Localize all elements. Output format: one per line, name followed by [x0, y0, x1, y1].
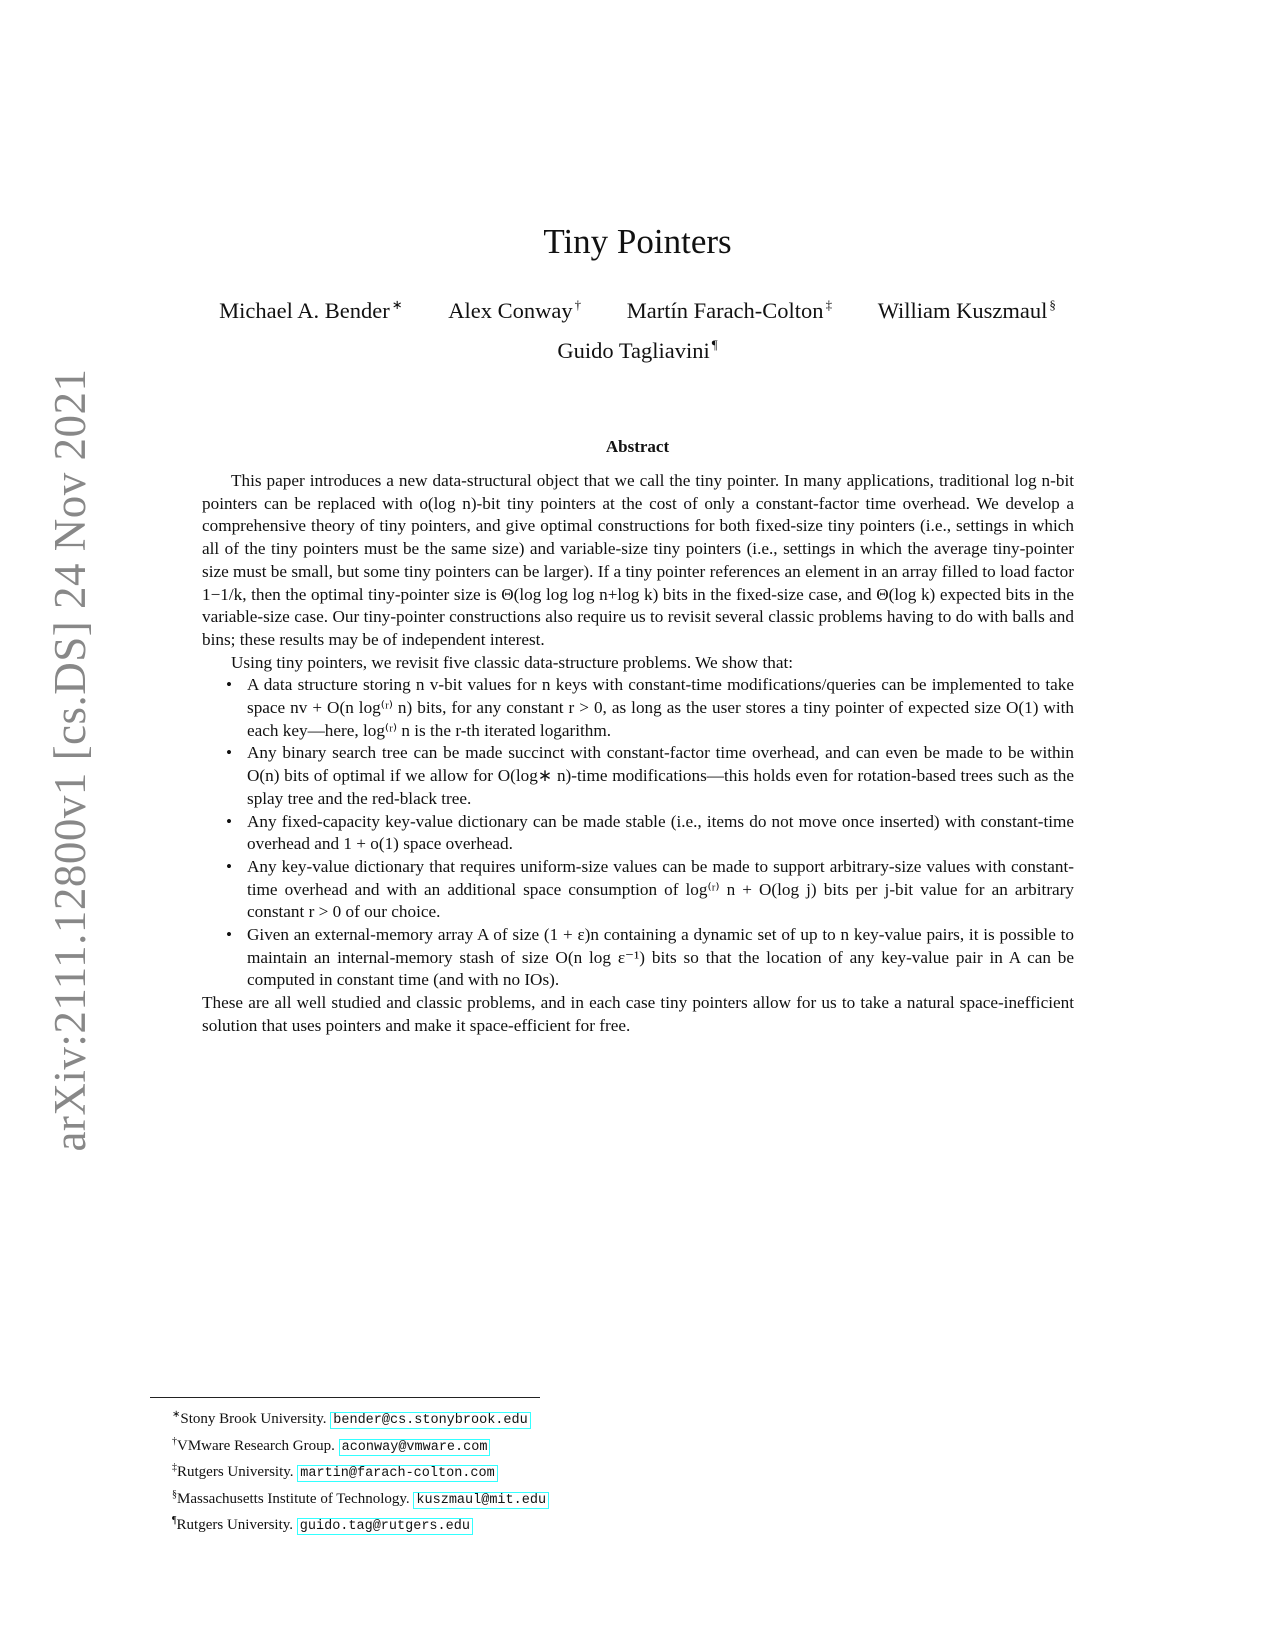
author-footnote-mark[interactable]: † — [574, 297, 582, 312]
abstract-paragraph: Using tiny pointers, we revisit five classic data-structure problems. We show that: — [231, 652, 794, 672]
footnote-divider — [150, 1397, 540, 1398]
footnote — [172, 1405, 872, 1432]
author-footnote-mark[interactable]: § — [1049, 297, 1056, 312]
results-list — [202, 674, 1074, 992]
author-bender — [219, 297, 402, 324]
email-link[interactable]: guido.tag@rutgers.edu — [297, 1518, 473, 1535]
abstract-closing: These are all well studied and classic problems, and in each case tiny pointers allow for us to take a natural space-inefficient solution that uses pointers and make it space-efficient for free. — [202, 993, 1074, 1035]
footnote-mark: † — [172, 1435, 177, 1447]
author-name: Martín Farach-Colton — [626, 298, 824, 323]
abstract-paragraph: This paper introduces a new data-structural object that we call the tiny pointer. In many applications, traditional log n-bit pointers can be replaced with o(log n)-bit tiny pointers at the cost of only a constant-factor time overhead. We develop a comprehensive theory of tiny pointers, and give optimal constructions for both fixed-size tiny pointers (i.e., settings in which all of the tiny pointers must be the same size) and variable-size tiny pointers (i.e., settings in which the average tiny-pointer size must be small, but some tiny pointers can be larger). If a tiny pointer references an element in an array filled to load factor 1−1/k, then the optimal tiny-pointer size is Θ(log log log n+log k) bits in the fixed-size case, and Θ(log k) expected bits in the variable-size case. Our tiny-pointer constructions also require us to revisit several classic problems having to do with balls and bins; these results may be of independent interest. — [202, 471, 1074, 649]
footnote — [172, 1485, 872, 1512]
footnote-mark: ∗ — [172, 1409, 181, 1420]
footnote-affiliation: Rutgers University. — [176, 1517, 294, 1533]
footnote — [172, 1432, 872, 1459]
footnote-affiliation: Massachusetts Institute of Technology. — [177, 1490, 410, 1507]
arxiv-identifier-stamp: arXiv:2111.12800v1 [cs.DS] 24 Nov 2021 — [45, 368, 95, 1152]
email-link[interactable]: martin@farach-colton.com — [297, 1465, 497, 1482]
email-link[interactable]: aconway@vmware.com — [339, 1439, 491, 1456]
list-item: • Any fixed-capacity key-value dictionary can be made stable (i.e., items do not move once inserted) with constant-time overhead and 1 + o(1) space overhead. — [202, 811, 1074, 856]
author-footnote-mark[interactable]: ¶ — [711, 337, 718, 352]
list-item: • Any key-value dictionary that requires uniform-size values can be made to support arbitrary-size values with constant-time overhead and with an additional space consumption of log⁽ʳ⁾ n + O(log j) bits per j-bit value for an arbitrary constant r > 0 of our choice. — [202, 856, 1074, 924]
author-name: Michael A. Bender — [219, 298, 390, 323]
author-name: Alex Conway — [448, 298, 573, 323]
author-list — [0, 297, 1275, 324]
footnote-affiliation: Stony Brook University. — [180, 1411, 327, 1427]
footnote — [172, 1458, 872, 1485]
author-name: William Kuszmaul — [877, 298, 1048, 323]
footnote-mark: ‡ — [172, 1462, 177, 1473]
author-kuszmaul — [878, 297, 1056, 324]
email-link[interactable]: kuszmaul@mit.edu — [413, 1492, 549, 1509]
footnotes — [172, 1405, 872, 1538]
footnote-mark: ¶ — [172, 1515, 177, 1526]
abstract-heading: Abstract — [605, 437, 670, 456]
author-footnote-mark[interactable]: ∗ — [391, 297, 403, 312]
author-conway — [448, 297, 581, 324]
list-item: • A data structure storing n v-bit values for n keys with constant-time modifications/queries can be implemented to take space nv + O(n log⁽ʳ⁾ n) bits, for any constant r > 0, as long as the user stores a tiny pointer of expected size O(1) with each key—here, log⁽ʳ⁾ n is the r-th iterated logarithm. — [202, 674, 1074, 742]
abstract-body — [202, 470, 1074, 1038]
author-name: Guido Tagliavini — [557, 338, 710, 363]
email-link[interactable]: bender@cs.stonybrook.edu — [330, 1412, 530, 1429]
list-item: • Given an external-memory array A of size (1 + ε)n containing a dynamic set of up to n key-value pairs, it is possible to maintain an internal-memory stash of size O(n log ε⁻¹) bits so that the location of any key-value pair in A can be computed in constant time (and with no IOs). — [202, 924, 1074, 992]
footnote-mark: § — [172, 1488, 177, 1500]
list-item: • Any binary search tree can be made succinct with constant-factor time overhead, and can even be made to be within O(n) bits of optimal if we allow for O(log∗ n)-time modifications—this holds even for rotation-based trees such as the splay tree and the red-black tree. — [202, 742, 1074, 810]
author-list-row-2 — [0, 337, 1275, 364]
footnote-affiliation: VMware Research Group. — [177, 1437, 335, 1454]
footnote — [172, 1511, 872, 1538]
paper-title: Tiny Pointers — [543, 222, 732, 261]
author-footnote-mark[interactable]: ‡ — [825, 297, 833, 312]
footnote-affiliation: Rutgers University. — [177, 1464, 294, 1480]
author-farach-colton — [627, 297, 832, 324]
author-tagliavini — [557, 337, 717, 364]
